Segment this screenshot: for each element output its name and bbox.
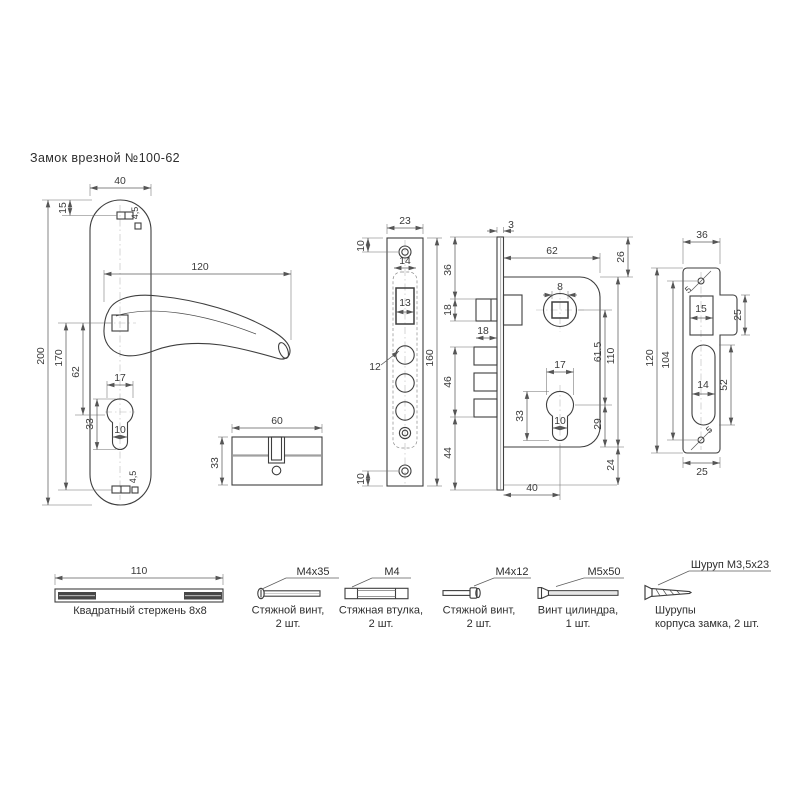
dim-body-keyhole-lower: 10 — [554, 416, 566, 427]
part5-qty: корпуса замка, 2 шт. — [655, 618, 760, 630]
dim-body-height: 110 — [606, 347, 617, 365]
dim-strike-width-bottom: 25 — [696, 467, 708, 478]
dim-plate-height: 200 — [36, 347, 47, 365]
cylinder-outline — [232, 437, 322, 485]
dim-keyhole-height: 33 — [85, 418, 96, 430]
part-screw-m4x12 — [443, 566, 531, 630]
dim-body-width: 62 — [546, 246, 558, 257]
part3-spec: М4х12 — [495, 566, 529, 578]
dim-spindle-square: 8 — [557, 282, 563, 293]
lock-faceplate-edge — [497, 237, 504, 490]
plate-outline — [90, 200, 151, 505]
part1-name: Стяжной винт, — [251, 604, 325, 617]
cylinder-view — [210, 416, 322, 485]
part-wood-screw — [645, 559, 771, 630]
dim-strike-height: 120 — [645, 349, 656, 367]
dim-hole-spacing: 170 — [54, 349, 65, 367]
deadbolt-3 — [474, 399, 497, 417]
lock-body-view — [443, 220, 633, 500]
dim-strike-screw-dia-top: 5 — [682, 284, 694, 296]
rod-label: Квадратный стержень 8х8 — [73, 605, 207, 617]
dim-strike-slot-width: 14 — [697, 380, 709, 391]
dim-cylinder-backset: 40 — [526, 483, 538, 494]
dim-faceplate-height: 160 — [425, 349, 436, 367]
dim-latch-width: 13 — [399, 298, 411, 309]
dim-strike-width-top: 36 — [696, 230, 708, 241]
part5-spec: Шуруп М3,5х23 — [690, 559, 770, 571]
dim-keyhole-lower: 10 — [114, 425, 126, 436]
dim-plate-top-offset: 15 — [58, 202, 69, 214]
dim-slot-bottom: 4,5 — [128, 470, 138, 484]
dim-rod-length: 110 — [130, 566, 148, 577]
dim-handle-length: 120 — [191, 262, 209, 273]
part4-name: Винт цилиндра, — [537, 604, 619, 617]
part5-name: Шурупы — [655, 604, 696, 617]
dim-bolt-zone: 46 — [443, 376, 454, 388]
dim-faceplate-width: 23 — [399, 216, 411, 227]
dim-bolt-diameter: 12 — [369, 362, 381, 373]
part4-qty: 1 шт. — [565, 618, 591, 630]
part-sleeve-m4 — [339, 566, 423, 630]
deadbolt-1 — [474, 347, 497, 365]
dim-cylinder-length: 60 — [271, 416, 283, 427]
part2-qty: 2 шт. — [368, 618, 394, 630]
part-screw-m4x35 — [252, 566, 339, 630]
part2-name: Стяжная втулка, — [338, 604, 424, 617]
square-rod-part — [55, 566, 223, 617]
strike-plate-view — [645, 230, 750, 478]
dim-strike-screw-dia-bottom: 5 — [703, 424, 715, 436]
dim-below-body: 24 — [606, 459, 617, 471]
part3-name: Стяжной винт, — [442, 604, 516, 617]
dim-plate-width: 40 — [114, 176, 126, 187]
dim-screw-top: 10 — [356, 240, 367, 252]
part2-spec: М4 — [384, 566, 400, 578]
dim-latch-top: 36 — [443, 264, 454, 276]
part3-qty: 2 шт. — [466, 618, 492, 630]
cylinder-pin-hole — [272, 466, 281, 475]
part1-spec: М4х35 — [296, 566, 330, 578]
handle-lever — [104, 295, 290, 359]
dim-bottom-zone: 44 — [443, 447, 454, 459]
drawing-title: Замок врезной №100-62 — [30, 151, 181, 165]
dim-slot-top: 4,5 — [130, 206, 140, 220]
dim-screw-bottom: 10 — [356, 473, 367, 485]
dim-keyhole-width: 17 — [114, 373, 126, 384]
strike-latch-hole — [690, 296, 713, 335]
dim-body-keyhole-height: 33 — [515, 410, 526, 422]
dim-handle-to-cylinder: 62 — [71, 366, 82, 378]
dim-strike-screw-spacing: 104 — [661, 351, 672, 369]
dim-latch-height: 18 — [443, 304, 454, 316]
dim-centers: 61.5 — [593, 341, 604, 363]
latch-bolt — [476, 299, 497, 321]
faceplate-view — [356, 216, 442, 486]
part-screw-m5x50 — [538, 566, 624, 630]
part4-spec: М5х50 — [587, 566, 621, 578]
dim-strike-latch-hole: 15 — [695, 304, 707, 315]
dim-cylinder-height: 33 — [210, 457, 221, 469]
dim-faceplate-thickness: 3 — [508, 220, 514, 231]
dim-body-keyhole-width: 17 — [554, 360, 566, 371]
deadbolt-2 — [474, 373, 497, 391]
dim-top-margin: 26 — [616, 251, 627, 263]
dim-latch-throw: 18 — [477, 326, 489, 337]
dim-strike-tab-height: 25 — [733, 309, 744, 321]
dim-faceplate-inner: 14 — [399, 256, 411, 267]
dim-keyhole-bottom: 29 — [593, 418, 604, 430]
part1-qty: 2 шт. — [275, 618, 301, 630]
dim-strike-slot-height: 52 — [719, 379, 730, 391]
